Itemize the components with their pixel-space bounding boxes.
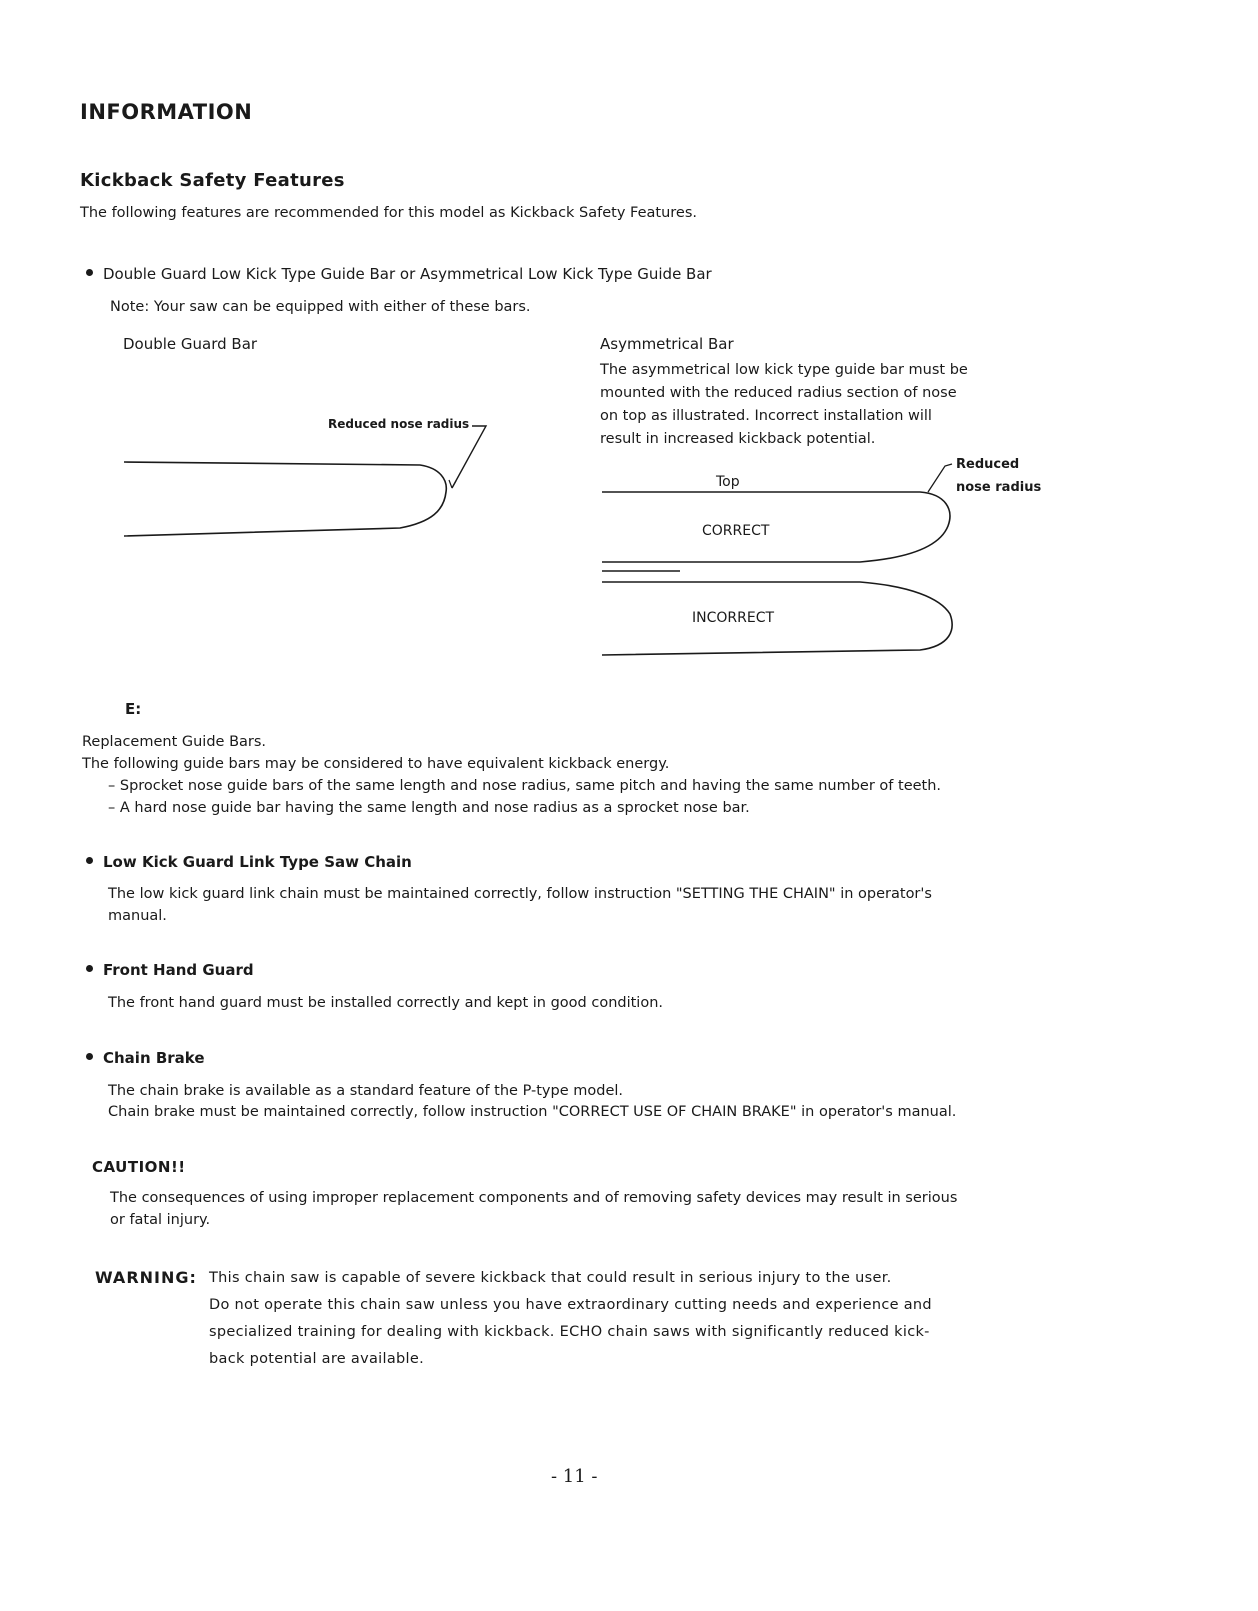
incorrect-label: INCORRECT: [692, 610, 775, 626]
asymmetrical-line: The asymmetrical low kick type guide bar must be: [600, 362, 968, 378]
warning-text-1: This chain saw is capable of severe kickback that could result in serious injury to the user.: [209, 1270, 892, 1286]
warning-text-4: back potential are available.: [209, 1351, 424, 1367]
asymmetrical-bar-diagram: [590, 450, 1050, 670]
top-label: Top: [716, 474, 740, 490]
saw-chain-title: Low Kick Guard Link Type Saw Chain: [103, 853, 412, 871]
chain-brake-text-2: Chain brake must be maintained correctly, follow instruction "CORRECT USE OF CHAIN BRAKE" in operator's manual.: [108, 1104, 957, 1120]
asymmetrical-description: [600, 359, 968, 451]
section-title: Kickback Safety Features: [80, 170, 345, 191]
saw-chain-heading: [86, 853, 412, 871]
bullet-icon: [86, 1053, 93, 1060]
caution-text-2: or fatal injury.: [110, 1212, 211, 1228]
asymmetrical-line: on top as illustrated. Incorrect installation will: [600, 408, 932, 424]
bullet-icon: [86, 857, 93, 864]
replacement-item: – Sprocket nose guide bars of the same length and nose radius, same pitch and having the same number of teeth.: [108, 778, 942, 794]
replacement-title: Replacement Guide Bars.: [82, 734, 267, 750]
reduced-nose-radius-label: Reduced nose radius: [328, 417, 470, 431]
replacement-marker: E:: [125, 700, 142, 718]
nose-radius-label: nose radius: [956, 480, 1042, 495]
hand-guard-heading: [86, 961, 254, 979]
page-number: - 11 -: [551, 1466, 598, 1487]
asymmetrical-line: result in increased kickback potential.: [600, 431, 876, 447]
caution-title: CAUTION!!: [92, 1158, 186, 1176]
guide-bar-bullet: [86, 265, 712, 283]
warning-label: WARNING:: [95, 1268, 197, 1287]
replacement-intro: The following guide bars may be considered to have equivalent kickback energy.: [82, 756, 670, 772]
bullet-icon: [86, 269, 93, 276]
warning-text-3: specialized training for dealing with kickback. ECHO chain saws with significantly reduced kick-: [209, 1324, 930, 1340]
asym-leader-line: [928, 464, 952, 492]
reduced-label: Reduced: [956, 457, 1020, 472]
double-guard-title: Double Guard Bar: [123, 335, 258, 353]
section-intro: The following features are recommended for this model as Kickback Safety Features.: [80, 205, 697, 221]
incorrect-bar-outline: [602, 571, 952, 655]
hand-guard-text: The front hand guard must be installed correctly and kept in good condition.: [108, 995, 664, 1011]
page-heading: INFORMATION: [80, 100, 253, 124]
chain-brake-heading: [86, 1049, 205, 1067]
chain-brake-text-1: The chain brake is available as a standard feature of the P-type model.: [108, 1083, 623, 1099]
guide-bar-note: Note: Your saw can be equipped with either of these bars.: [110, 299, 531, 315]
chain-brake-title: Chain Brake: [103, 1049, 205, 1067]
correct-label: CORRECT: [702, 523, 770, 539]
asymmetrical-line: mounted with the reduced radius section of nose: [600, 385, 957, 401]
bullet-icon: [86, 965, 93, 972]
warning-text-2: Do not operate this chain saw unless you have extraordinary cutting needs and experience and: [209, 1297, 932, 1313]
caution-text-1: The consequences of using improper replacement components and of removing safety devices may result in serious: [110, 1190, 958, 1206]
asymmetrical-title: Asymmetrical Bar: [600, 335, 734, 353]
double-guard-bar-outline: [124, 462, 446, 536]
correct-bar-outline: [602, 492, 950, 562]
saw-chain-text-2: manual.: [108, 908, 167, 924]
replacement-item: – A hard nose guide bar having the same length and nose radius as a sprocket nose bar.: [108, 800, 750, 816]
guide-bar-bullet-text: Double Guard Low Kick Type Guide Bar or Asymmetrical Low Kick Type Guide Bar: [103, 265, 712, 283]
hand-guard-title: Front Hand Guard: [103, 961, 254, 979]
double-guard-bar-diagram: [0, 400, 520, 560]
saw-chain-text-1: The low kick guard link chain must be maintained correctly, follow instruction "SETTING THE CHAIN" in operator's: [108, 886, 932, 902]
label-leader-line: [452, 426, 486, 488]
